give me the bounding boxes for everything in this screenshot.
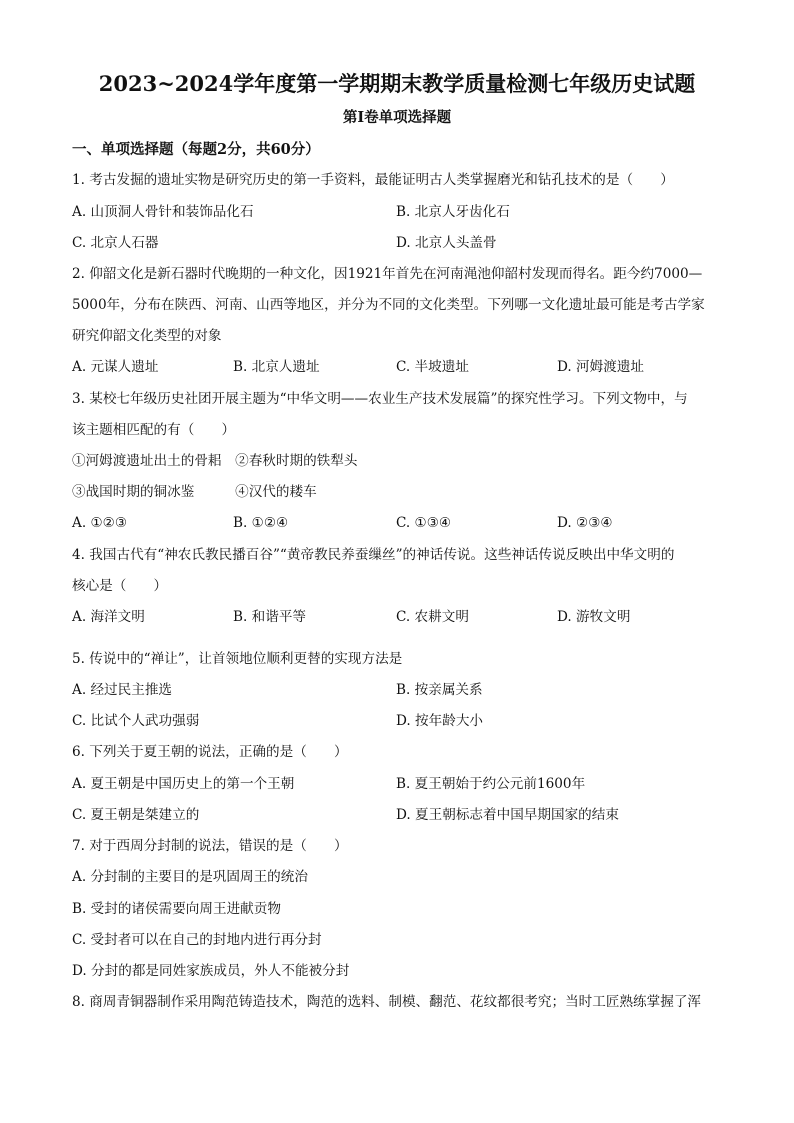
question-5-option-d[interactable]: D. 按年龄大小 (396, 713, 484, 729)
question-1-option-b[interactable]: B. 北京人牙齿化石 (396, 204, 510, 220)
question-7-option-b[interactable]: B. 受封的诸侯需要向周王进献贡物 (72, 901, 281, 917)
question-2-option-a[interactable]: A. 元谋人遗址 (72, 359, 159, 375)
question-4-line-2: 核心是（ ） (72, 578, 168, 594)
page-subtitle: 第Ⅰ卷单项选择题 (342, 109, 452, 126)
question-7-option-c[interactable]: C. 受封者可以在自己的封地内进行再分封 (72, 932, 322, 948)
question-6-option-c[interactable]: C. 夏王朝是桀建立的 (72, 807, 200, 823)
question-3-option-b[interactable]: B. ①②④ (233, 515, 289, 531)
question-7-option-d[interactable]: D. 分封的都是同姓家族成员，外人不能被分封 (72, 963, 350, 979)
question-6-stem: 6. 下列关于夏王朝的说法，正确的是（ ） (72, 744, 348, 760)
question-7-stem: 7. 对于西周分封制的说法，错误的是（ ） (72, 838, 348, 854)
question-3-option-c[interactable]: C. ①③④ (396, 515, 452, 531)
question-3-option-a[interactable]: A. ①②③ (72, 515, 128, 531)
question-4-option-c[interactable]: C. 农耕文明 (396, 609, 469, 625)
question-1-option-d[interactable]: D. 北京人头盖骨 (396, 235, 497, 251)
question-4-option-a[interactable]: A. 海洋文明 (72, 609, 145, 625)
question-2-line-2: 5000年，分布在陕西、河南、山西等地区，并分为不同的文化类型。下列哪一文化遗址最可能是考古学家 (72, 297, 705, 313)
question-8-line-1: 8. 商周青铜器制作采用陶范铸造技术，陶范的选料、制模、翻范、花纹都很考究；当时工匠熟练掌握了浑 (72, 994, 702, 1010)
question-1-option-a[interactable]: A. 山顶洞人骨针和装饰品化石 (72, 204, 254, 220)
question-5-option-b[interactable]: B. 按亲属关系 (396, 682, 483, 698)
question-4-option-b[interactable]: B. 和谐平等 (233, 609, 307, 625)
section-heading: 一、单项选择题（每题2分，共60分） (72, 141, 320, 158)
question-7-option-a[interactable]: A. 分封制的主要目的是巩固周王的统治 (72, 869, 308, 885)
page-title: 2023~2024学年度第一学期期末教学质量检测七年级历史试题 (98, 71, 696, 96)
question-2-line-1: 2. 仰韶文化是新石器时代晚期的一种文化，因1921年首先在河南渑池仰韶村发现而得名。距今约7000— (72, 266, 703, 282)
question-5-stem: 5. 传说中的“禅让”，让首领地位顺利更替的实现方法是 (72, 651, 403, 667)
question-3-line-2: 该主题相匹配的有（ ） (72, 422, 236, 438)
question-6-option-d[interactable]: D. 夏王朝标志着中国早期国家的结束 (396, 807, 619, 823)
question-5-option-a[interactable]: A. 经过民主推选 (72, 682, 173, 698)
question-2-line-3: 研究仰韶文化类型的对象 (72, 328, 222, 344)
question-6-option-b[interactable]: B. 夏王朝始于约公元前1600年 (396, 776, 586, 792)
question-3-line-1: 3. 某校七年级历史社团开展主题为“中华文明——农业生产技术发展篇”的探究性学习。下列文物中，与 (72, 391, 688, 407)
question-1-stem: 1. 考古发掘的遗址实物是研究历史的第一手资料，最能证明古人类掌握磨光和钻孔技术的是（ ） (72, 172, 674, 188)
question-3-items-2: ③战国时期的铜冰鉴 ④汉代的耧车 (72, 484, 317, 500)
question-4-option-d[interactable]: D. 游牧文明 (557, 609, 631, 625)
question-5-option-c[interactable]: C. 比试个人武功强弱 (72, 713, 200, 729)
question-1-option-c[interactable]: C. 北京人石器 (72, 235, 159, 251)
question-2-option-d[interactable]: D. 河姆渡遗址 (557, 359, 645, 375)
question-3-items-1: ①河姆渡遗址出土的骨耜 ②春秋时期的铁犁头 (72, 453, 358, 469)
question-4-line-1: 4. 我国古代有“神农氏教民播百谷”“黄帝教民养蚕缫丝”的神话传说。这些神话传说反映出中华文明的 (72, 547, 675, 563)
question-6-option-a[interactable]: A. 夏王朝是中国历史上的第一个王朝 (72, 776, 295, 792)
question-2-option-b[interactable]: B. 北京人遗址 (233, 359, 320, 375)
question-2-option-c[interactable]: C. 半坡遗址 (396, 359, 469, 375)
question-3-option-d[interactable]: D. ②③④ (557, 515, 613, 531)
